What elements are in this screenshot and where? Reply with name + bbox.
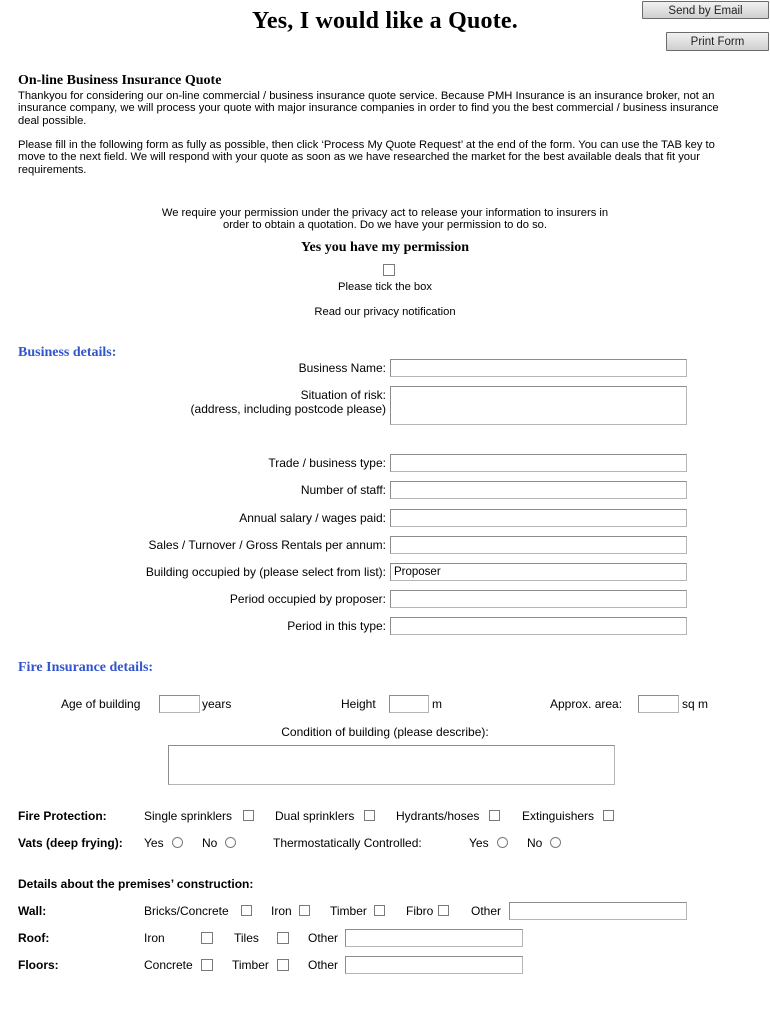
wall-other-label: Other: [471, 904, 502, 918]
page-title: Yes, I would like a Quote.: [252, 8, 518, 34]
age-of-building-label: Age of building: [61, 697, 141, 711]
business-details-heading: Business details:: [18, 345, 117, 360]
roof-other-label: Other: [308, 931, 339, 945]
wall-timber-checkbox[interactable]: [374, 905, 385, 916]
wall-label: Wall:: [18, 904, 47, 918]
trade-business-type-field[interactable]: [390, 454, 687, 472]
height-label: Height: [341, 697, 376, 711]
dual-sprinklers-checkbox[interactable]: [364, 810, 375, 821]
permission-text-line-2: order to obtain a quotation. Do we have your permission to do so.: [222, 219, 547, 231]
vats-yes-radio[interactable]: [172, 837, 183, 848]
trade-label: Trade / business type:: [268, 456, 386, 470]
roof-iron-checkbox[interactable]: [201, 932, 213, 944]
vats-no-radio[interactable]: [225, 837, 236, 848]
intro-paragraph-1: Thankyou for considering our on-line commercial / business insurance quote service. Because PMH Insurance is an insurance broker, not an insurance company, we will process your quote with major insurance companies in order to find you the best commercial / business insurance deal possible.: [18, 90, 719, 127]
extinguishers-label: Extinguishers: [522, 809, 595, 823]
fire-protection-label: Fire Protection:: [18, 809, 107, 823]
single-sprinklers-label: Single sprinklers: [144, 809, 233, 823]
single-sprinklers-checkbox[interactable]: [243, 810, 254, 821]
tick-box-label: Please tick the box: [338, 281, 432, 293]
wall-iron-checkbox[interactable]: [299, 905, 310, 916]
sales-label: Sales / Turnover / Gross Rentals per annum:: [148, 538, 386, 552]
permission-checkbox[interactable]: [383, 264, 395, 276]
approx-area-label: Approx. area:: [550, 697, 623, 711]
floors-timber-checkbox[interactable]: [277, 959, 289, 971]
situation-sublabel: (address, including postcode please): [190, 402, 386, 416]
salary-label: Annual salary / wages paid:: [239, 511, 386, 525]
period-in-type-field[interactable]: [390, 617, 687, 635]
roof-tiles-label: Tiles: [234, 931, 259, 945]
extinguishers-checkbox[interactable]: [603, 810, 614, 821]
vats-yes-label: Yes: [144, 836, 164, 850]
occupied-by-select[interactable]: Proposer: [390, 563, 687, 581]
condition-of-building-field[interactable]: [168, 745, 615, 785]
staff-label: Number of staff:: [300, 483, 386, 497]
floors-other-label: Other: [308, 958, 339, 972]
thermo-no-label: No: [527, 836, 543, 850]
roof-other-field[interactable]: [345, 929, 523, 947]
intro-heading: On-line Business Insurance Quote: [18, 73, 222, 88]
hydrants-label: Hydrants/hoses: [396, 809, 480, 823]
situation-of-risk-field[interactable]: [390, 386, 687, 425]
wall-timber-label: Timber: [330, 904, 367, 918]
height-field[interactable]: [389, 695, 429, 713]
condition-label: Condition of building (please describe):: [281, 725, 489, 739]
years-unit: years: [202, 697, 232, 711]
hydrants-checkbox[interactable]: [489, 810, 500, 821]
construction-heading: Details about the premises’ construction:: [18, 877, 254, 891]
vats-label: Vats (deep frying):: [18, 836, 123, 850]
wall-bricks-checkbox[interactable]: [241, 905, 252, 916]
m-unit: m: [432, 697, 442, 711]
vats-no-label: No: [202, 836, 218, 850]
roof-iron-label: Iron: [144, 931, 165, 945]
roof-label: Roof:: [18, 931, 50, 945]
business-name-field[interactable]: [390, 359, 687, 377]
send-by-email-button[interactable]: Send by Email: [642, 1, 769, 19]
thermo-yes-label: Yes: [469, 836, 489, 850]
print-form-button[interactable]: Print Form: [666, 32, 769, 51]
permission-text-line-1: We require your permission under the privacy act to release your information to insurers in: [161, 207, 609, 219]
floors-other-field[interactable]: [345, 956, 523, 974]
wall-other-field[interactable]: [509, 902, 687, 920]
wall-fibro-label: Fibro: [406, 904, 434, 918]
dual-sprinklers-label: Dual sprinklers: [275, 809, 355, 823]
thermo-no-radio[interactable]: [550, 837, 561, 848]
business-name-label: Business Name:: [298, 361, 386, 375]
fire-insurance-heading: Fire Insurance details:: [18, 660, 154, 675]
privacy-notification-link[interactable]: Read our privacy notification: [314, 306, 456, 318]
wall-fibro-checkbox[interactable]: [438, 905, 449, 916]
sales-turnover-field[interactable]: [390, 536, 687, 554]
number-of-staff-field[interactable]: [390, 481, 687, 499]
situation-label: Situation of risk:: [300, 388, 386, 402]
sqm-unit: sq m: [682, 697, 709, 711]
wall-iron-label: Iron: [271, 904, 292, 918]
floors-label: Floors:: [18, 958, 59, 972]
occupied-by-label: Building occupied by (please select from list):: [145, 565, 386, 579]
permission-heading: Yes you have my permission: [300, 240, 469, 255]
roof-tiles-checkbox[interactable]: [277, 932, 289, 944]
period-type-label: Period in this type:: [287, 619, 386, 633]
thermo-yes-radio[interactable]: [497, 837, 508, 848]
period-occupied-label: Period occupied by proposer:: [229, 592, 386, 606]
period-occupied-field[interactable]: [390, 590, 687, 608]
approx-area-field[interactable]: [638, 695, 679, 713]
floors-concrete-checkbox[interactable]: [201, 959, 213, 971]
age-of-building-field[interactable]: [159, 695, 200, 713]
intro-paragraph-2: Please fill in the following form as fully as possible, then click ‘Process My Quote Request’ at the end of the form. You can use the TAB key to move to the next field. We will respond with your quote as soon as we have researched the market for the best available deals that fit your requirements.: [18, 139, 715, 176]
floors-timber-label: Timber: [232, 958, 269, 972]
wall-bricks-label: Bricks/Concrete: [144, 904, 229, 918]
floors-concrete-label: Concrete: [144, 958, 193, 972]
thermostat-label: Thermostatically Controlled:: [273, 836, 422, 850]
annual-salary-field[interactable]: [390, 509, 687, 527]
